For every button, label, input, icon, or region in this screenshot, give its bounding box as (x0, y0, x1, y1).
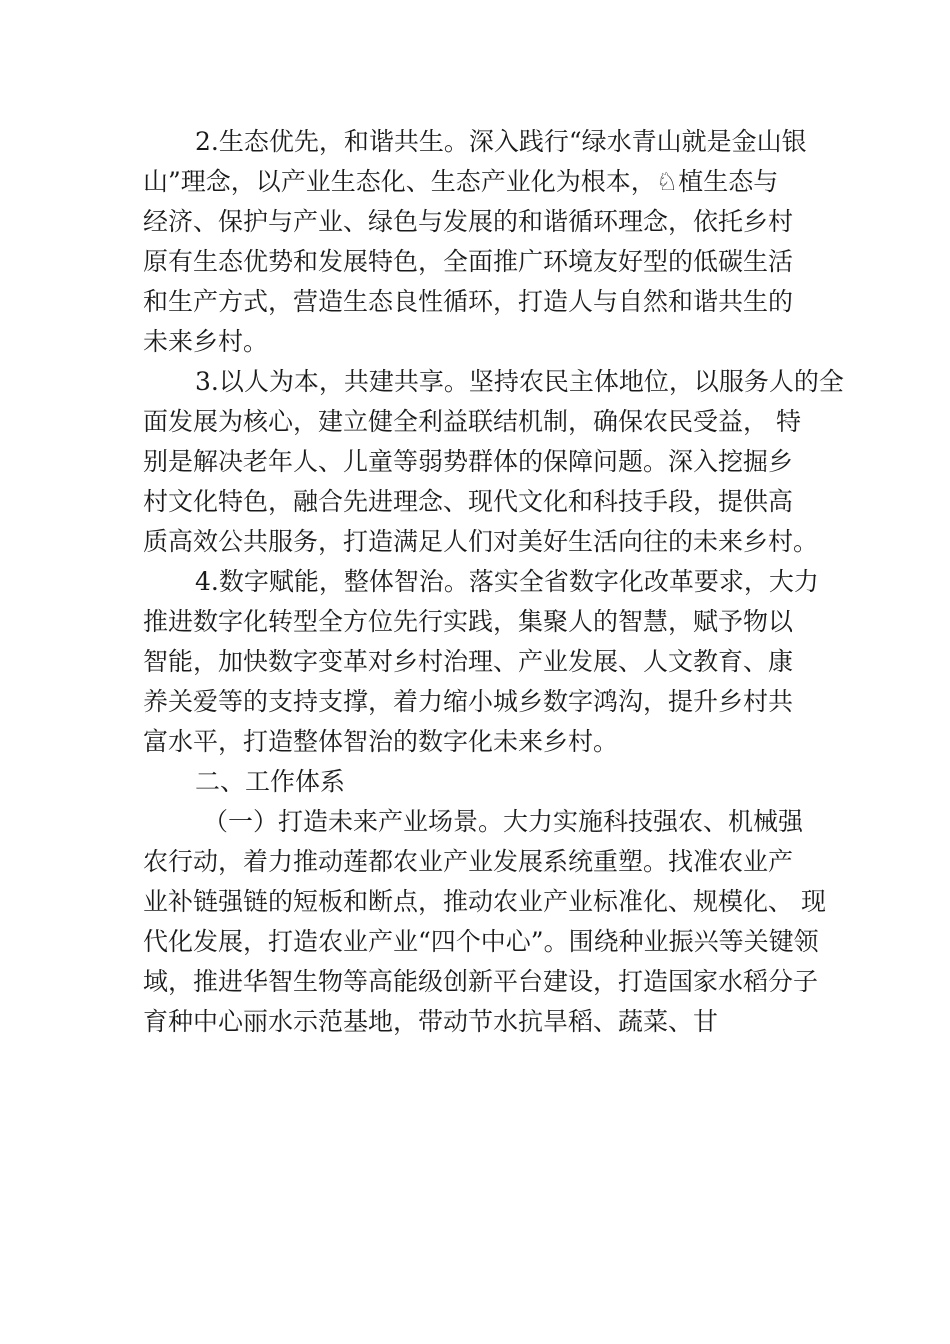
paragraph-principle-2 (143, 122, 823, 362)
paragraph-line: 别是解决老年人、儿童等弱势群体的保障问题。深入挖掘乡 (143, 447, 794, 476)
paragraph-line: 育种中心丽水示范基地，带动节水抗旱稻、蔬菜、甘 (143, 1007, 719, 1036)
paragraph-line: 养关爱等的支持支撑，着力缩小城乡数字鸿沟，提升乡村共 (143, 687, 794, 716)
paragraph-line: 业补链强链的短板和断点，推动农业产业标准化、规模化、 现 (143, 887, 826, 916)
paragraph-line: 推进数字化转型全方位先行实践，集聚人的智慧，赋予物以 (143, 607, 794, 636)
paragraph-line: 2.生态优先，和谐共生。深入践行“绿水青山就是金山银 (195, 127, 807, 156)
paragraph-line: 智能，加快数字变革对乡村治理、产业发展、人文教育、康 (143, 647, 794, 676)
paragraph-line: 经济、保护与产业、绿色与发展的和谐循环理念，依托乡村 (143, 207, 794, 236)
paragraph-line: 富水平，打造整体智治的数字化未来乡村。 (143, 727, 619, 756)
paragraph-line: 域，推进华智生物等高能级创新平台建设，打造国家水稻分子 (143, 967, 819, 996)
paragraph-line: 质高效公共服务，打造满足人们对美好生活向往的未来乡村。 (143, 527, 819, 556)
document-body (143, 122, 844, 1042)
paragraph-principle-3 (143, 362, 844, 562)
paragraph-line: 面发展为核心，建立健全利益联结机制，确保农民受益， 特 (143, 407, 801, 436)
paragraph-line: 代化发展，打造农业产业“四个中心”。围绕种业振兴等关键领 (143, 927, 819, 956)
paragraph-principle-4 (143, 562, 823, 762)
section-heading-work-system (143, 762, 823, 802)
paragraph-line: 和生产方式，营造生态良性循环，打造人与自然和谐共生的 (143, 287, 794, 316)
paragraph-line: 山”理念，以产业生态化、生态产业化为根本，♘植生态与 (143, 167, 779, 196)
paragraph-line: 4.数字赋能，整体智治。落实全省数字化改革要求，大力 (195, 567, 819, 596)
section-heading: 二、工作体系 (195, 767, 346, 796)
paragraph-line: 农行动，着力推动莲都农业产业发展系统重塑。找准农业产 (143, 847, 794, 876)
paragraph-line: （一）打造未来产业场景。大力实施科技强农、机械强 (203, 807, 804, 836)
paragraph-line: 原有生态优势和发展特色，全面推广环境友好型的低碳生活 (143, 247, 794, 276)
paragraph-line: 村文化特色，融合先进理念、现代文化和科技手段，提供高 (143, 487, 794, 516)
paragraph-line: 未来乡村。 (143, 327, 269, 356)
paragraph-line: 3.以人为本，共建共享。坚持农民主体地位，以服务人的全 (195, 367, 844, 396)
paragraph-work-system-1 (143, 802, 826, 1042)
